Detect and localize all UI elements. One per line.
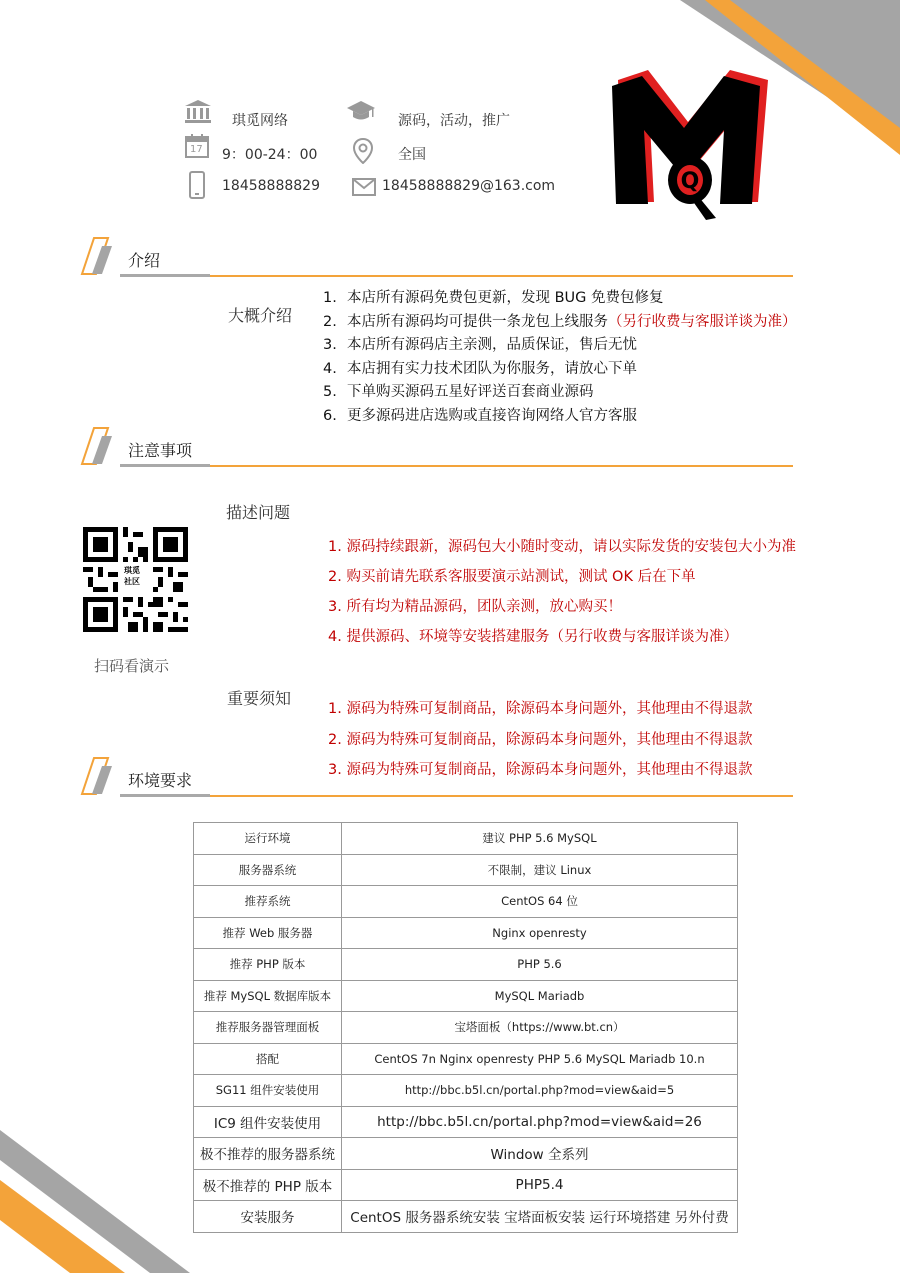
table-cell-key: IC9 组件安装使用 [194,1106,342,1138]
location-pin-icon [353,138,373,164]
table-row [194,1138,738,1170]
section-divider-gray [120,464,210,467]
graduation-cap-icon [347,101,375,123]
list-item: 3. 所有均为精品源码，团队亲测，放心购买！ [328,599,622,615]
qr-caption: 扫码看演示 [94,657,170,675]
section-divider-orange [210,795,793,797]
table-cell-value: PHP5.4 [342,1169,738,1201]
section-title-intro: 介绍 [128,251,161,270]
table-row [194,1043,738,1075]
section-marker-icon [80,426,116,466]
list-item: 4. 本店拥有实力技术团队为你服务，请放心下单 [323,360,637,377]
intro-list [323,286,797,427]
section-divider-orange [210,465,793,467]
table-row [194,854,738,886]
calendar-icon [185,134,209,158]
list-item: 5. 下单购买源码五星好评送百套商业源码 [323,384,594,400]
qr-overlay-line-2: 社区 [124,577,140,586]
section-header-env [80,756,800,806]
describe-list [328,535,796,655]
phone-number: 18458888829 [222,178,320,194]
table-row [194,949,738,981]
section-divider-gray [120,794,210,797]
qr-overlay-line-1: 琪觅 [124,566,140,575]
calendar-day: 17 [190,144,203,155]
table-row [194,1075,738,1107]
company-name: 琪觅网络 [232,113,288,129]
table-cell-value: http://bbc.b5l.cn/portal.php?mod=view&aid=5 [342,1075,738,1107]
intro-label: 大概介绍 [228,306,293,325]
business-hours: 9：00-24：00 [222,147,318,163]
list-item: 2. 购买前请先联系客服要演示站测试，测试 OK 后在下单 [328,569,696,585]
table-cell-key: 安装服务 [194,1201,342,1233]
mobile-phone-icon [189,171,205,199]
corner-decoration-bottom-left [0,1120,200,1273]
table-cell-key: 运行环境 [194,823,342,855]
envelope-icon [352,178,376,196]
table-cell-value: 建议 PHP 5.6 MySQL [342,823,738,855]
table-cell-key: 推荐服务器管理面板 [194,1012,342,1044]
table-row [194,1106,738,1138]
table-cell-key: 极不推荐的服务器系统 [194,1138,342,1170]
table-cell-value: 宝塔面板（https://www.bt.cn） [342,1012,738,1044]
list-item: 1. 源码持续跟新，源码包大小随时变动，请以实际发货的安装包大小为准 [328,539,796,555]
table-cell-key: 推荐系统 [194,886,342,918]
mq-logo [608,62,773,222]
table-cell-value: Window 全系列 [342,1138,738,1170]
list-item: 1. 源码为特殊可复制商品，除源码本身问题外，其他理由不得退款 [328,701,753,717]
list-item: 2. 源码为特殊可复制商品，除源码本身问题外，其他理由不得退款 [328,731,753,748]
table-cell-key: 推荐 Web 服务器 [194,917,342,949]
section-divider-orange [210,275,793,277]
list-item: 3. 源码为特殊可复制商品，除源码本身问题外，其他理由不得退款 [328,762,753,778]
table-cell-key: 搭配 [194,1043,342,1075]
section-header-notes [80,426,800,476]
table-cell-value: CentOS 服务器系统安装 宝塔面板安装 运行环境搭建 另外付费 [342,1201,738,1233]
building-icon [185,100,211,124]
important-label: 重要须知 [227,689,292,708]
list-item: 3. 本店所有源码店主亲测，品质保证，售后无忧 [323,337,637,353]
table-cell-key: 服务器系统 [194,854,342,886]
table-row [194,823,738,855]
section-title-env: 环境要求 [128,771,193,790]
table-cell-value: http://bbc.b5l.cn/portal.php?mod=view&aid=26 [342,1106,738,1138]
section-title-notes: 注意事项 [128,441,193,460]
table-row [194,886,738,918]
svg-text:Q: Q [680,169,700,194]
section-header-intro [80,236,800,286]
table-row [194,980,738,1012]
section-marker-icon [80,236,116,276]
list-item: 4. 提供源码、环境等安装搭建服务（另行收费与客服详谈为准） [328,629,738,645]
table-cell-value: Nginx openresty [342,917,738,949]
table-cell-key: 极不推荐的 PHP 版本 [194,1169,342,1201]
email-address: 18458888829@163.com [382,178,556,194]
describe-label: 描述问题 [226,503,291,522]
table-cell-value: CentOS 64 位 [342,886,738,918]
table-cell-value: PHP 5.6 [342,949,738,981]
list-item: 2. 本店所有源码均可提供一条龙包上线服务（另行收费与客服详谈为准） [323,313,797,330]
environment-table [193,822,738,1233]
table-cell-key: 推荐 MySQL 数据库版本 [194,980,342,1012]
table-row [194,917,738,949]
services-text: 源码，活动，推广 [398,113,510,129]
table-cell-value: MySQL Mariadb [342,980,738,1012]
table-row [194,1012,738,1044]
list-item: 1. 本店所有源码免费包更新，发现 BUG 免费包修复 [323,290,664,306]
table-row [194,1169,738,1201]
list-item: 6. 更多源码进店选购或直接咨询网络人官方客服 [323,407,637,424]
table-cell-value: CentOS 7n Nginx openresty PHP 5.6 MySQL Mariadb 10.n [342,1043,738,1075]
section-divider-gray [120,274,210,277]
service-region: 全国 [398,147,426,163]
section-marker-icon [80,756,116,796]
table-row [194,1201,738,1233]
table-cell-key: SG11 组件安装使用 [194,1075,342,1107]
table-cell-value: 不限制，建议 Linux [342,854,738,886]
table-cell-key: 推荐 PHP 版本 [194,949,342,981]
